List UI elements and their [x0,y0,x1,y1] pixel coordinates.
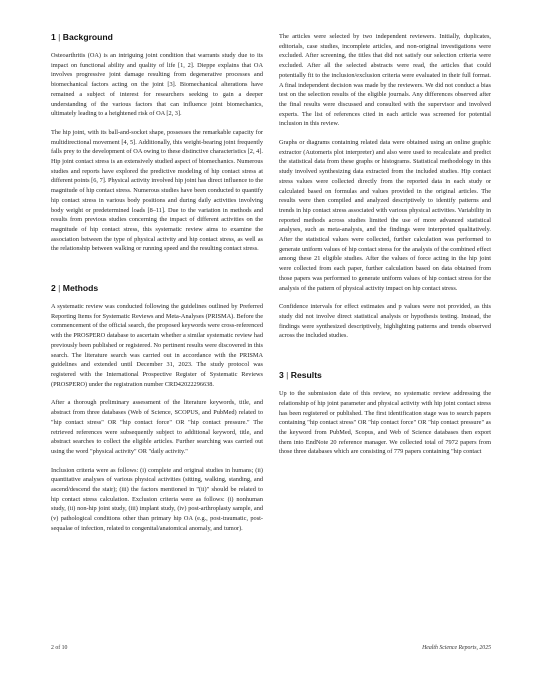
methods-paragraph-5: Graphs or diagrams containing related data were obtained using an online graphic extractor (Automeris plot interpreter) and also were used to recalculate and predict the statistical data from these graphs or histograms. Statistical methodology in this study involved synthesizing data extracted from the included studies. Hip contact stress values were collected directly from the reported data in each study or calculated based on formulas and values provided in the original articles. The results were then compiled and analyzed descriptively to identify patterns and trends in hip contact stress associated with various physical activities. Variability in reported methods across studies limited the use of more advanced statistical analyses, such as meta-analysis, and the findings were interpreted qualitatively. After the statistical values were collected, further calculation was performed to generate uniform values of hip contact stress for the analysis of the combined effect among these 21 eligible studies. After the values of force acting in the hip joint were collected from each paper, further calculation based on data obtained from those papers was performed to generate uniform values of hip contact stress for the analysis of the pattern of physical activity impact on hip contact stress. [279,139,491,292]
methods-heading [51,283,263,293]
section-separator: | [58,283,61,294]
background-heading [51,32,263,42]
section-number: 2 [51,283,56,294]
page-footer [51,645,491,651]
methods-paragraph-3: Inclusion criteria were as follows: (i) complete and original studies in humans; (ii) quantitative analyses of various physical activities (sitting, walking, standing, and ascend/descend the stair); (iii) the factors mentioned in "(ii)" should be related to hip contact stress calculation. Exclusion criteria were as follows: (i) nonhuman study, (ii) non-hip joint study, (iii) implant study, (iv) post-arthroplasty sample, and (v) pathological conditions other than primary hip OA (e.g., post-traumatic, post-sequalae of infection, related to congenital/anatomical anomaly, and tumor). [51,466,263,532]
section-number: 3 [279,370,284,381]
results-heading [279,370,491,380]
page-number: 2 of 10 [51,645,68,651]
section-separator: | [58,32,61,42]
section-title: Methods [62,283,99,294]
right-column [279,32,491,466]
section-separator: | [286,370,289,381]
section-title: Background [62,32,113,42]
background-paragraph-1: Osteoarthritis (OA) is an intriguing joint condition that warrants study due to its impact on functional ability and quality of life [1, 2]. Dieppe explains that OA involves progressive joint damage resulting from degenerative processes and biomechanical factors acting on the joint [3]. Biomechanical alterations have remained a subject of interest for researchers seeking to gain a deeper understanding of the various factors that can influence joint biomechanics, ultimately leading to a heightened risk of OA [2, 3]. [51,52,263,118]
left-column [51,32,263,543]
results-paragraph-1: Up to the submission date of this review, no systematic review addressing the relationship of hip joint parameter and physical activity with hip joint contact stress has been registered or published. The first identification stage was to search papers containing "hip contact stress" OR "hip contact force" OR "hip contact pressure" as the keyword from PubMed, Scopus, and Web of Science databases then export them into EndNote 20 reference manager. We collected total of 7972 papers from those three databases which are consisting of 779 papers containing "hip contact [279,390,491,456]
methods-paragraph-4: The articles were selected by two independent reviewers. Initially, duplicates, editorials, case studies, incomplete articles, and non-original investigations were excluded. After screening, the titles that did not satisfy our selection criteria were excluded. After all the selected abstracts were read, the articles that could potentially fit to the inclusion/exclusion criteria were evaluated in their full format. A final independent decision was made by the reviewers. We did not conduct a bias test on the selection results of the eligible journals. Any differences observed after the final results were discussed and consulted with the supervisor and involved experts. The list of references cited in each article was screened for potential inclusion in this review. [279,33,491,128]
background-paragraph-2: The hip joint, with its ball-and-socket shape, possesses the remarkable capacity for multidirectional movement [4, 5]. Additionally, this weight-bearing joint frequently falls prey to the development of OA owing to these distinctive characteristics [2, 4]. Hip joint contact stress is an extensively studied aspect of biomechanics. Numerous studies and reports have explored the predictive modeling of hip contact stress at different points [6, 7]. Physical activity involved hip joint has direct influence to the magnitude of hip contact stress. Numerous studies have been conducted to quantify hip contact stress in various body positions and during daily activities involving body weight or predetermined loads [8–11]. Due to the variation in methods and results from previous studies concerning the impact of different activities on the magnitude of hip contact stress, this systematic review aims to examine the association between the type of physical activity and hip contact stress, as well as the relationship between walking or running speed and the resulting contact stress. [51,128,263,253]
methods-paragraph-6: Confidence intervals for effect estimates and p values were not provided, as this study did not involve direct statistical analysis or hypothesis testing. Instead, the findings were synthesized descriptively, highlighting patterns and trends observed across the included studies. [279,303,491,340]
methods-paragraph-2: After a thorough preliminary assessment of the literature keywords, title, and abstract from three databases (Web of Science, SCOPUS, and PubMed) related to "hip contact stress" OR "hip contact force" OR "hip contact pressure." The retrieved references were subsequently subject to additional keyword, title, and abstract searches to collect the eligible articles. Further searching was carried out using the word "physical activity" OR "daily activity." [51,399,263,455]
methods-paragraph-1: A systematic review was conducted following the guidelines outlined by Preferred Reporting Items for Systematic Reviews and Meta-Analyses (PRISMA). Before the commencement of the official search, the proposed keywords were cross-referenced with the PROSPERO database to ascertain whether a similar systematic review had previously been published or registered. No pertinent results were discovered in this search. The literature search was carried out in accordance with the PRISMA guidelines and extended until December 31, 2023. The study protocol was registered with the International Prospective Register of Systematic Reviews (PROSPERO) under the registration number CRD42022296638. [51,303,263,388]
journal-name: Health Science Reports, 2025 [422,645,491,651]
section-number: 1 [51,32,56,42]
section-title: Results [290,370,322,381]
